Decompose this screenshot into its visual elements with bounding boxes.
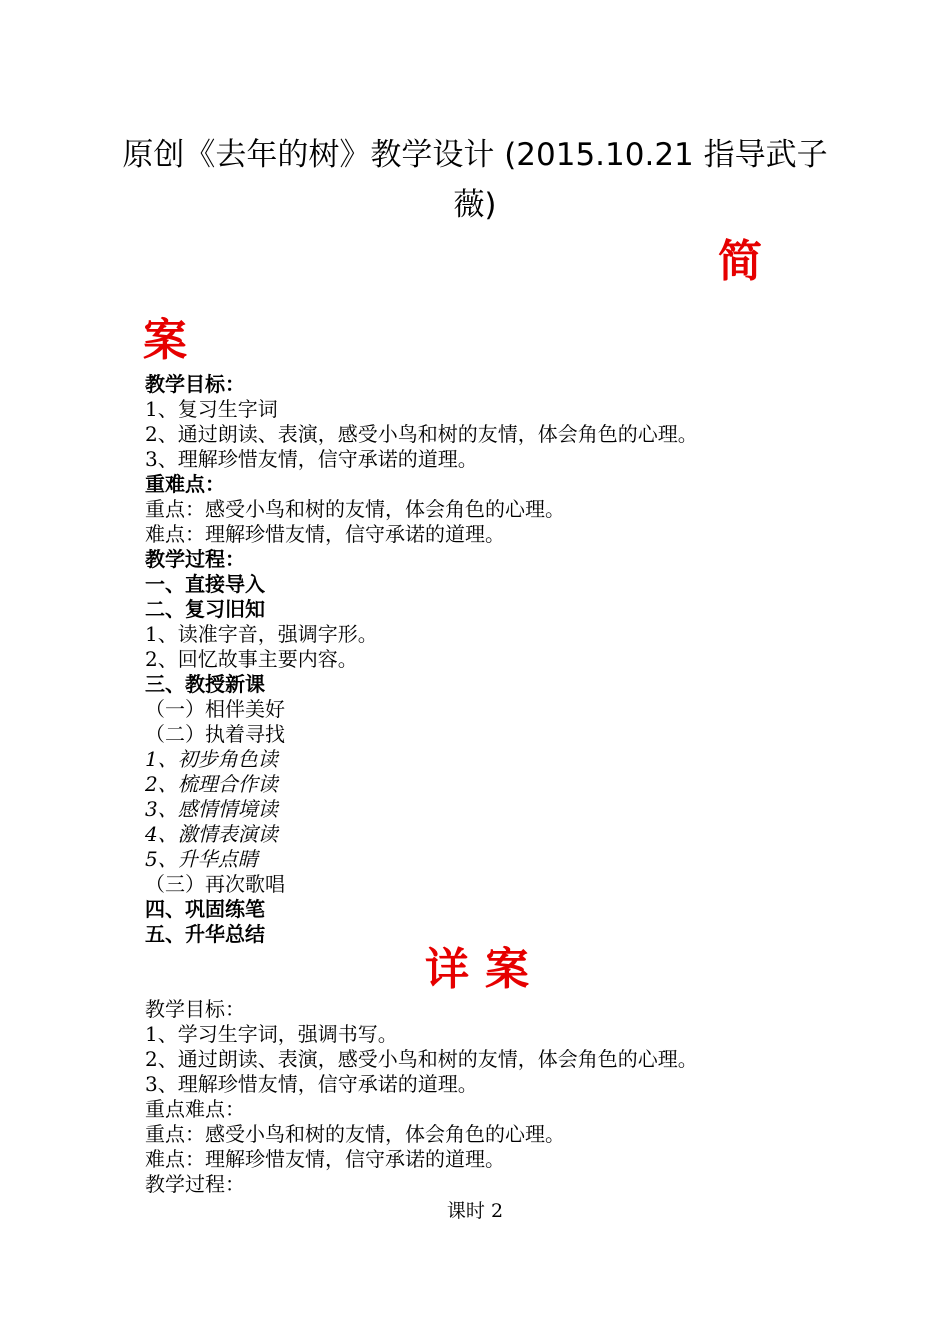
brief-keypoint-item: 难点：理解珍惜友情，信守承诺的道理。 xyxy=(145,522,505,546)
detail-goal-item: 3、理解珍惜友情，信守承诺的道理。 xyxy=(145,1072,478,1096)
detail-goal-item: 1、学习生字词，强调书写。 xyxy=(145,1022,398,1046)
detail-process-title: 教学过程： xyxy=(145,1172,245,1196)
detail-keypoint-item: 重点：感受小鸟和树的友情，体会角色的心理。 xyxy=(145,1122,565,1146)
brief-step-3-sub-1: （一）相伴美好 xyxy=(145,697,285,721)
brief-step-5: 五、升华总结 xyxy=(145,922,265,946)
detail-keypoints-title: 重点难点： xyxy=(145,1097,245,1121)
detail-goal-item: 2、通过朗读、表演，感受小鸟和树的友情，体会角色的心理。 xyxy=(145,1047,698,1071)
detail-goals-title: 教学目标： xyxy=(145,997,245,1021)
document-title: 原创《去年的树》教学设计 (2015.10.21 指导武子薇) xyxy=(122,137,828,223)
detailed-plan-section xyxy=(145,997,845,1197)
brief-reading-item: 5、升华点睛 xyxy=(145,847,258,871)
brief-step-3: 三、教授新课 xyxy=(145,672,265,696)
brief-reading-item: 3、感情情境读 xyxy=(145,797,278,821)
brief-keypoint-item: 重点：感受小鸟和树的友情，体会角色的心理。 xyxy=(145,497,565,521)
brief-keypoints-title: 重难点： xyxy=(145,472,225,496)
brief-step-3-sub-2: （二）执着寻找 xyxy=(145,722,285,746)
page-footer: 课时 2 xyxy=(446,1200,504,1222)
brief-step-2-item: 2、回忆故事主要内容。 xyxy=(145,647,358,671)
brief-reading-item: 2、梳理合作读 xyxy=(145,772,278,796)
brief-plan-heading-char-1: 简 xyxy=(718,236,762,287)
brief-goal-item: 1、复习生字词 xyxy=(145,397,278,421)
brief-step-2-item: 1、读准字音，强调字形。 xyxy=(145,622,378,646)
brief-goals-title: 教学目标： xyxy=(145,372,245,396)
brief-goal-item: 3、理解珍惜友情，信守承诺的道理。 xyxy=(145,447,478,471)
detailed-plan-heading: 详案 xyxy=(425,944,545,995)
brief-step-4: 四、巩固练笔 xyxy=(145,897,265,921)
detail-keypoint-item: 难点：理解珍惜友情，信守承诺的道理。 xyxy=(145,1147,505,1171)
brief-step-1: 一、直接导入 xyxy=(145,572,265,596)
brief-step-2: 二、复习旧知 xyxy=(145,597,265,621)
brief-plan-heading-char-2: 案 xyxy=(143,315,187,366)
brief-plan-section xyxy=(145,372,845,947)
brief-step-3-sub-3: （三）再次歌唱 xyxy=(145,872,285,896)
brief-reading-item: 1、初步角色读 xyxy=(145,747,278,771)
brief-goal-item: 2、通过朗读、表演，感受小鸟和树的友情，体会角色的心理。 xyxy=(145,422,698,446)
brief-reading-item: 4、激情表演读 xyxy=(145,822,278,846)
brief-process-title: 教学过程： xyxy=(145,547,245,571)
